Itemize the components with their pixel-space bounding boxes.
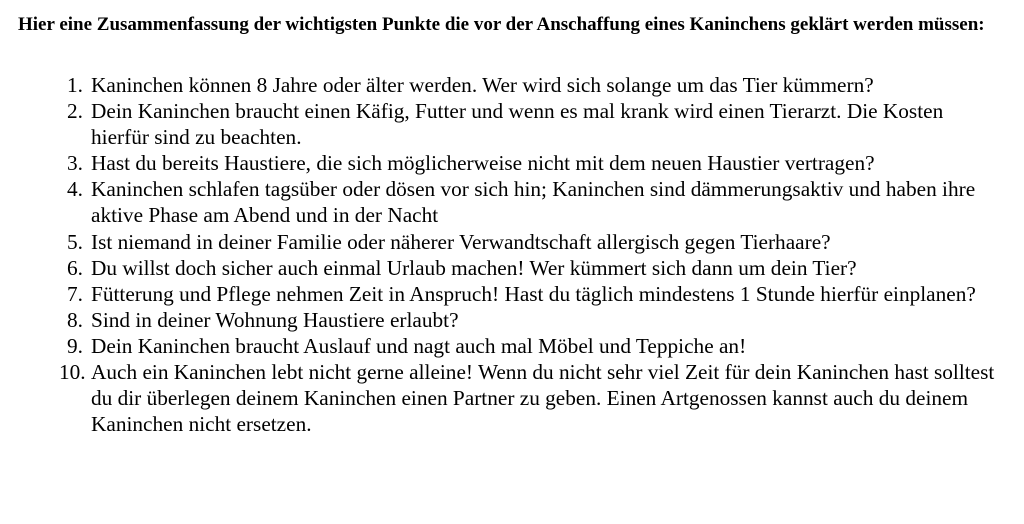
list-item-text: Fütterung und Pflege nehmen Zeit in Anspruch! Hast du täglich mindestens 1 Stunde hierfür einplanen? (91, 281, 976, 306)
list-item (0, 359, 1005, 437)
list-item-text: Dein Kaninchen braucht Auslauf und nagt auch mal Möbel und Teppiche an! (91, 333, 747, 358)
list-item-number: 1. (67, 73, 83, 97)
list-item-number: 10. (59, 360, 86, 385)
list-item (0, 98, 1005, 150)
list-item-number: 5. (67, 229, 83, 254)
list-item-number: 3. (67, 151, 83, 176)
checklist (0, 72, 1024, 437)
list-item (0, 255, 1005, 281)
list-item (0, 72, 1005, 98)
list-item (0, 333, 1005, 359)
list-item-text: Kaninchen können 8 Jahre oder älter werden. Wer wird sich solange um das Tier kümmern? (91, 73, 874, 97)
list-item-number: 6. (67, 255, 83, 280)
list-item (0, 229, 1005, 255)
list-item-text: Du willst doch sicher auch einmal Urlaub machen! Wer kümmert sich dann um dein Tier? (91, 255, 857, 280)
list-item (0, 176, 1005, 228)
list-item-number: 4. (67, 177, 83, 202)
list-item-number: 9. (67, 333, 83, 358)
list-item-text: Auch ein Kaninchen lebt nicht gerne alleine! Wenn du nicht sehr viel Zeit für dein Kaninchen hast solltest du dir überlegen deinem Kaninchen einen Partner zu geben. Einen Artgenossen kannst auch du deinem Kaninchen nicht ersetzen. (91, 360, 995, 437)
list-item-text: Sind in deiner Wohnung Haustiere erlaubt? (91, 307, 459, 332)
document-heading: Hier eine Zusammenfassung der wichtigsten Punkte die vor der Anschaffung eines Kaninchens geklärt werden müssen: (18, 14, 985, 35)
list-item-text: Hast du bereits Haustiere, die sich möglicherweise nicht mit dem neuen Haustier vertragen? (91, 151, 875, 176)
list-item-number: 2. (67, 99, 83, 124)
list-item (0, 307, 1005, 333)
list-item-text: Ist niemand in deiner Familie oder näherer Verwandtschaft allergisch gegen Tierhaare? (91, 229, 831, 254)
list-item (0, 150, 1005, 176)
list-item-number: 8. (67, 307, 83, 332)
list-item-text: Dein Kaninchen braucht einen Käfig, Futter und wenn es mal krank wird einen Tierarzt. Die Kosten hierfür sind zu beachten. (91, 99, 944, 150)
list-item (0, 281, 1005, 307)
list-item-number: 7. (67, 281, 83, 306)
list-item-text: Kaninchen schlafen tagsüber oder dösen vor sich hin; Kaninchen sind dämmerungsaktiv und haben ihre aktive Phase am Abend und in der Nacht (91, 177, 976, 228)
